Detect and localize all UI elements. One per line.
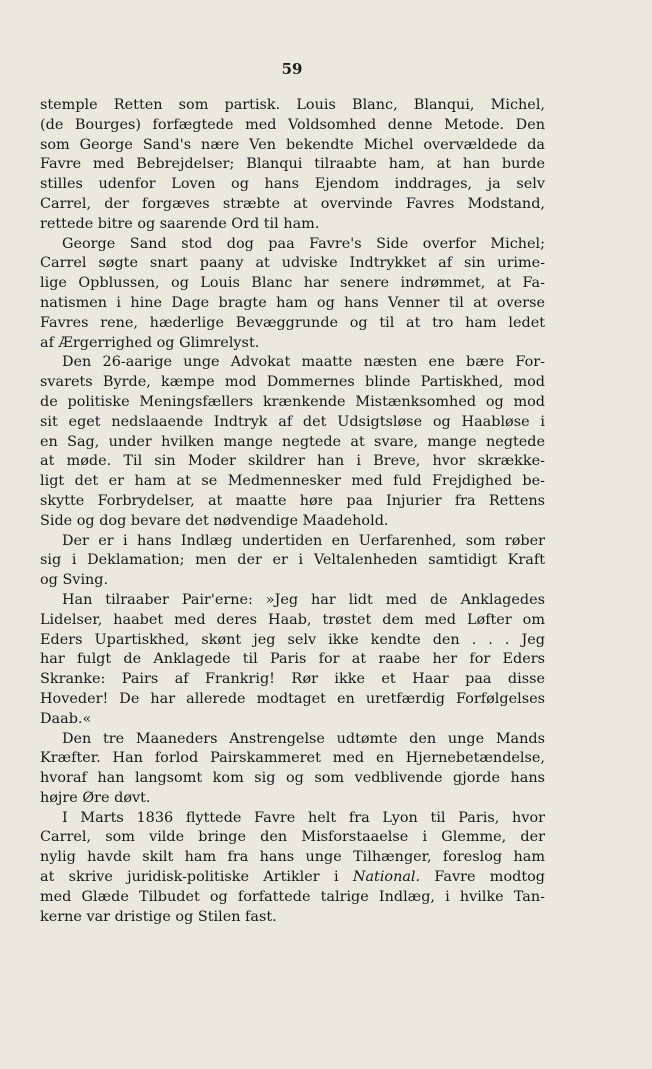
text-line: natismen i hine Dage bragte ham og hans Venner til at overse <box>40 294 545 311</box>
text-line: med Glæde Tilbudet og forfattede talrige Indlæg, i hvilke Tan- <box>40 888 545 905</box>
text-line: Daab.« <box>40 710 92 727</box>
text-line: hvoraf han langsomt kom sig og som vedblivende gjorde hans <box>40 770 545 787</box>
text-line: sig i Deklamation; men der er i Veltalenheden samtidigt Kraft <box>40 552 545 569</box>
text-line: har fulgt de Anklagede til Paris for at raabe her for Eders <box>40 651 545 668</box>
text-line: stemple Retten som partisk. Louis Blanc, Blanqui, Michel, <box>40 97 545 113</box>
text-line: og Sving. <box>40 572 109 589</box>
text-line: svarets Byrde, kæmpe mod Dommernes blinde Partiskhed, mod <box>40 374 545 391</box>
text-line: at skrive juridisk-politiske Artikler i National. Favre modtog <box>40 869 545 886</box>
text-line: som George Sand's nære Ven bekendte Michel overvældede da <box>40 136 545 153</box>
text-line: rettede bitre og saarende Ord til ham. <box>40 215 320 232</box>
body-text <box>40 96 545 927</box>
text-line: af Ærgerrighed og Glimrelyst. <box>40 334 260 351</box>
text-line: stilles udenfor Loven og hans Ejendom inddrages, ja selv <box>40 176 545 193</box>
text-line: Kræfter. Han forlod Pairskammeret med en Hjernebetændelse, <box>40 750 545 767</box>
text-line: Han tilraaber Pair'erne: »Jeg har lidt med de Anklagedes <box>62 591 545 608</box>
text-line: George Sand stod dog paa Favre's Side overfor Michel; <box>62 235 545 252</box>
text-line: kerne var dristige og Stilen fast. <box>40 908 277 925</box>
text-line: Lidelser, haabet med deres Haab, trøstet dem med Løfter om <box>40 611 545 628</box>
text-line: Favres rene, hæderlige Bevæggrunde og til at tro ham ledet <box>40 314 545 331</box>
text-line: Den 26-aarige unge Advokat maatte næsten ene bære For- <box>62 354 545 371</box>
text-line: Side og dog bevare det nødvendige Maadehold. <box>40 512 389 529</box>
text-line: Eders Upartiskhed, skønt jeg selv ikke kendte den . . . Jeg <box>40 631 545 648</box>
text-line: Carrel, der forgæves stræbte at overvinde Favres Modstand, <box>40 195 545 212</box>
text-line: Skranke: Pairs af Frankrig! Rør ikke et Haar paa disse <box>40 671 545 688</box>
text-line: Hoveder! De har allerede modtaget en uretfærdig Forfølgelses <box>40 690 545 707</box>
text-line: I Marts 1836 flyttede Favre helt fra Lyon til Paris, hvor <box>62 809 545 826</box>
text-line: lige Opblussen, og Louis Blanc har senere indrømmet, at Fa- <box>40 275 545 292</box>
text-line: højre Øre døvt. <box>40 789 151 806</box>
text-line: sit eget nedslaaende Indtryk af det Udsigtsløse og Haabløse i <box>40 413 545 430</box>
text-line: de politiske Meningsfællers krænkende Mistænksomhed og mod <box>40 393 545 410</box>
text-line: ligt det er ham at se Medmennesker med fuld Frejdighed be- <box>40 473 545 490</box>
text-line: Favre med Bebrejdelser; Blanqui tilraabte ham, at han burde <box>40 156 545 173</box>
text-line: Den tre Maaneders Anstrengelse udtømte den unge Mands <box>62 730 545 747</box>
text-line: en Sag, under hvilken mange negtede at svare, mange negtede <box>40 433 545 450</box>
text-line: Carrel søgte snart paany at udviske Indtrykket af sin urime- <box>40 255 545 272</box>
text-line: nylig havde skilt ham fra hans unge Tilhænger, foreslog ham <box>40 849 545 866</box>
text-line: Der er i hans Indlæg undertiden en Uerfarenhed, som røber <box>62 532 545 549</box>
text-line: (de Bourges) forfægtede med Voldsomhed denne Metode. Den <box>40 116 545 133</box>
page-number: 59 <box>281 60 303 78</box>
text-line: at møde. Til sin Moder skildrer han i Breve, hvor skrække- <box>40 453 545 470</box>
text-line: Carrel, som vilde bringe den Misforstaaelse i Glemme, der <box>40 829 545 846</box>
text-line: skytte Forbrydelser, at maatte høre paa Injurier fra Rettens <box>40 492 545 509</box>
